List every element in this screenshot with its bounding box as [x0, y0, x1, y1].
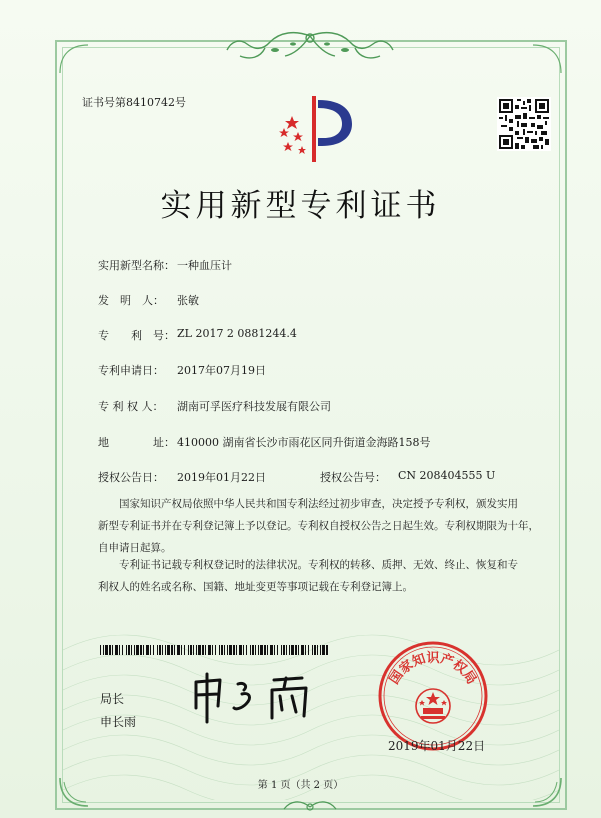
- barcode-bar: [181, 645, 182, 655]
- barcode-bar: [322, 645, 325, 655]
- grant-date-value: 2019年01月22日: [177, 471, 266, 484]
- barcode-bar: [221, 645, 223, 655]
- paragraph-line: 专利证书记载专利权登记时的法律状况。专利权的转移、质押、无效、终止、恢复和专: [119, 559, 518, 571]
- barcode-bar: [208, 645, 211, 655]
- barcode-bar: [119, 645, 120, 655]
- barcode-bar: [215, 645, 216, 655]
- barcode-bar: [159, 645, 161, 655]
- grant-publication-number-label: 授权公告号：: [320, 471, 386, 484]
- barcode-bar: [246, 645, 247, 655]
- certificate-title: 实用新型专利证书: [160, 188, 441, 224]
- official-seal: [377, 640, 489, 752]
- barcode-bar: [196, 645, 197, 655]
- barcode-bar: [112, 645, 113, 655]
- barcode-bar: [326, 645, 328, 655]
- inventor-value: 张敏: [177, 294, 199, 307]
- page-number: 第 1 页（共 2 页）: [257, 780, 344, 791]
- paragraph-line: 国家知识产权局依照中华人民共和国专利法经过初步审查，决定授予专利权，颁发实用: [119, 498, 518, 510]
- barcode-bar: [174, 645, 175, 655]
- barcode-bar: [136, 645, 139, 655]
- seal-text: 国家知识产权局: [387, 651, 479, 688]
- barcode-bar: [103, 645, 104, 655]
- barcode-bar: [260, 645, 263, 655]
- barcode-bar: [131, 645, 132, 655]
- barcode-bar: [317, 645, 318, 655]
- barcode-bar: [243, 645, 244, 655]
- seal-date: 2019年01月22日: [388, 739, 486, 753]
- barcode-bar: [305, 645, 306, 655]
- barcode-bar: [153, 645, 154, 655]
- barcode-bar: [250, 645, 251, 655]
- barcode-bar: [277, 645, 278, 655]
- grant-publication-number-value: CN 208404555 U: [398, 469, 496, 482]
- filing-date-value: 2017年07月19日: [177, 364, 266, 377]
- barcode-bar: [165, 645, 166, 655]
- barcode-bar: [171, 645, 173, 655]
- barcode-bar: [286, 645, 287, 655]
- barcode-bar: [140, 645, 142, 655]
- barcode-bar: [274, 645, 275, 655]
- barcode-bar: [267, 645, 268, 655]
- corner-ornament-top-right: [523, 43, 563, 83]
- barcode-bar: [143, 645, 144, 655]
- barcode-bar: [193, 645, 194, 655]
- barcode-bar: [224, 645, 225, 655]
- barcode-bar: [227, 645, 228, 655]
- utility-model-name-value: 一种血压计: [177, 259, 232, 272]
- bottom-ornament: [280, 795, 340, 815]
- barcode-bar: [301, 645, 304, 655]
- paragraph-line: 自申请日起算。: [98, 542, 172, 554]
- barcode-bar: [190, 645, 192, 655]
- barcode-bar: [150, 645, 151, 655]
- certificate-number: 证书号第8410742号: [82, 96, 186, 109]
- barcode-bar: [308, 645, 309, 655]
- barcode-bar: [202, 645, 204, 655]
- barcode-bar: [188, 645, 189, 655]
- barcode-bar: [264, 645, 266, 655]
- barcode-bar: [236, 645, 237, 655]
- patentee-label: 专 利 权 人：: [98, 400, 164, 413]
- barcode-bar: [258, 645, 259, 655]
- barcode-bar: [105, 645, 108, 655]
- patent-number-label: 专 利 号：: [98, 329, 175, 342]
- barcode-bar: [205, 645, 206, 655]
- grant-date-label: 授权公告日：: [98, 471, 164, 484]
- barcode-bar: [298, 645, 299, 655]
- paragraph-line: 新型专利证书并在专利登记簿上予以登记。专利权自授权公告之日起生效。专利权期限为十年，: [98, 520, 539, 532]
- address-label: 地 址：: [98, 436, 175, 449]
- inventor-label: 发 明 人：: [98, 294, 164, 307]
- national-emblem-icon: [416, 689, 450, 723]
- top-ornament: [225, 28, 395, 68]
- barcode-bar: [289, 645, 290, 655]
- barcode-bar: [229, 645, 232, 655]
- barcode-bar: [126, 645, 127, 655]
- barcode-bar: [177, 645, 180, 655]
- utility-model-name-label: 实用新型名称：: [98, 259, 175, 272]
- barcode-bar: [212, 645, 213, 655]
- barcode-bar: [314, 645, 316, 655]
- signatory-role: 局长: [100, 692, 125, 706]
- corner-ornament-top-left: [58, 43, 98, 83]
- barcode-bar: [233, 645, 235, 655]
- barcode-bar: [167, 645, 170, 655]
- patent-number-value: ZL 2017 2 0881244.4: [177, 327, 297, 340]
- barcode-bar: [122, 645, 123, 655]
- barcode-bar: [157, 645, 158, 655]
- patent-office-logo: [272, 94, 358, 164]
- barcode-bar: [312, 645, 313, 655]
- barcode-bar: [162, 645, 163, 655]
- qr-code: [497, 97, 551, 151]
- barcode-bar: [239, 645, 242, 655]
- barcode-bar: [252, 645, 254, 655]
- barcode-bar: [219, 645, 220, 655]
- barcode-bar: [198, 645, 201, 655]
- barcode-bar: [255, 645, 256, 655]
- handwritten-signature: [190, 668, 330, 728]
- signatory-name: 申长雨: [100, 715, 137, 729]
- barcode-bar: [128, 645, 130, 655]
- barcode-bar: [295, 645, 297, 655]
- barcode-bar: [184, 645, 185, 655]
- address-value: 410000 湖南省长沙市雨花区同升街道金海路158号: [177, 436, 431, 449]
- patentee-value: 湖南可孚医疗科技发展有限公司: [177, 400, 331, 413]
- filing-date-label: 专利申请日：: [98, 364, 164, 377]
- barcode-bar: [115, 645, 118, 655]
- barcode-bar: [134, 645, 135, 655]
- barcode-bar: [320, 645, 321, 655]
- barcode-bar: [270, 645, 273, 655]
- barcode-bar: [146, 645, 149, 655]
- barcode: [100, 645, 328, 655]
- barcode-bar: [100, 645, 101, 655]
- legal-status-paragraph: [98, 554, 568, 598]
- grant-statement-paragraph: [98, 493, 568, 559]
- barcode-bar: [283, 645, 285, 655]
- barcode-bar: [291, 645, 294, 655]
- barcode-bar: [281, 645, 282, 655]
- paragraph-line: 利权人的姓名或名称、国籍、地址变更等事项记载在专利登记簿上。: [98, 581, 413, 593]
- barcode-bar: [109, 645, 111, 655]
